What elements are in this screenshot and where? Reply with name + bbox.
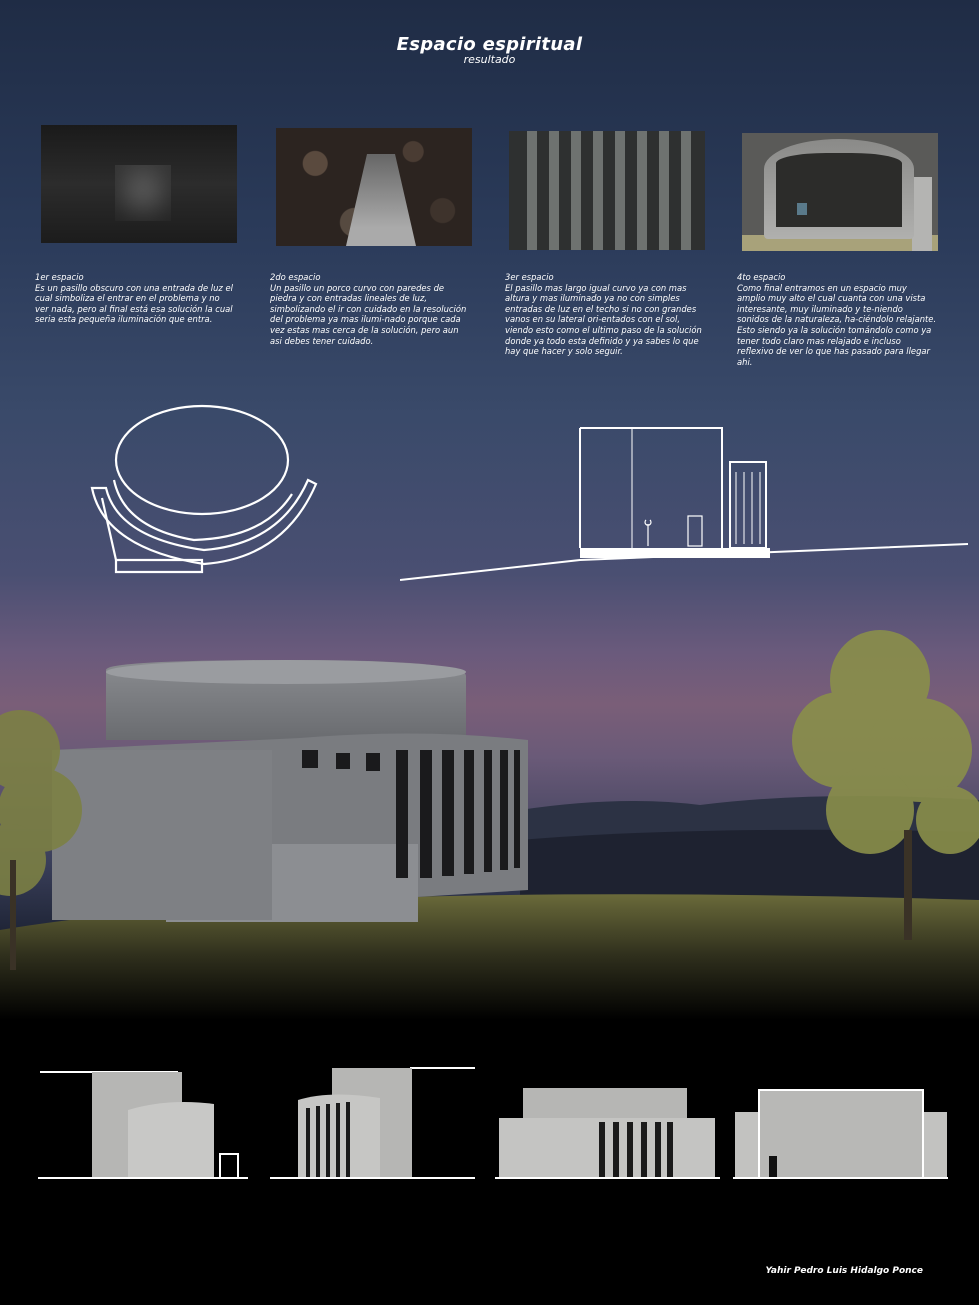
elevation-4-drawing [733,1060,948,1190]
space-2-text: Un pasillo un porco curvo con paredes de piedra y con entradas lineales de luz, simbolizando el ir con cuidado en la resolución del problema ya mas ilumi-nado porque cada vez estas mas cerca de la solución, pero aun asi debes tener cuidado. [270,282,467,346]
page-subtitle: resultado [463,53,516,66]
space-1-heading: 1er espacio [35,272,84,282]
space-3-text: El pasillo mas largo igual curvo ya con mas altura y mas iluminado ya no con simples entradas de luz en el techo si no con grandes vanos en su lateral ori-entados con el sol, viendo esto como el ultimo paso de la solución donde ya todo esta definido y ya sabes lo que hay que hacer y solo seguir. [505,282,702,357]
space-4-text: Como final entramos en un espacio muy amplio muy alto el cual cuanta con una vista interesante, muy iluminado y te-niendo sonidos de la naturaleza, ha-ciéndolo relajante. Esto siendo ya la solución tomándolo como ya tener todo claro mas relajado e incluso reflexivo de ver lo que has pasado para llegar ahi. [737,282,937,367]
space-1-text: Es un pasillo obscuro con una entrada de luz el cual simboliza el entrar en el problema y no ver nada, pero al final está esa solución la cual seria esta pequeña iluminación que entra. [35,282,233,325]
elevation-2-drawing [270,1060,475,1190]
space-1-description [35,272,235,325]
elevation-3-drawing [495,1060,720,1190]
space-4-heading: 4to espacio [737,272,786,282]
space-2-heading: 2do espacio [270,272,321,282]
space-2-render [276,128,472,246]
space-3-render [509,131,705,250]
author-credit: Yahir Pedro Luis Hidalgo Ponce [765,1266,923,1276]
space-2-description [270,272,470,346]
space-3-heading: 3er espacio [505,272,554,282]
poster-title-block [0,34,979,66]
section-drawing [400,420,970,590]
space-1-render [41,125,237,243]
page-title: Espacio espiritual [396,34,583,55]
space-4-description [737,272,937,367]
space-4-render [742,133,938,251]
floor-plan-drawing [84,398,324,578]
space-3-description [505,272,705,357]
exterior-render [0,600,979,1020]
elevation-1-drawing [38,1060,248,1190]
